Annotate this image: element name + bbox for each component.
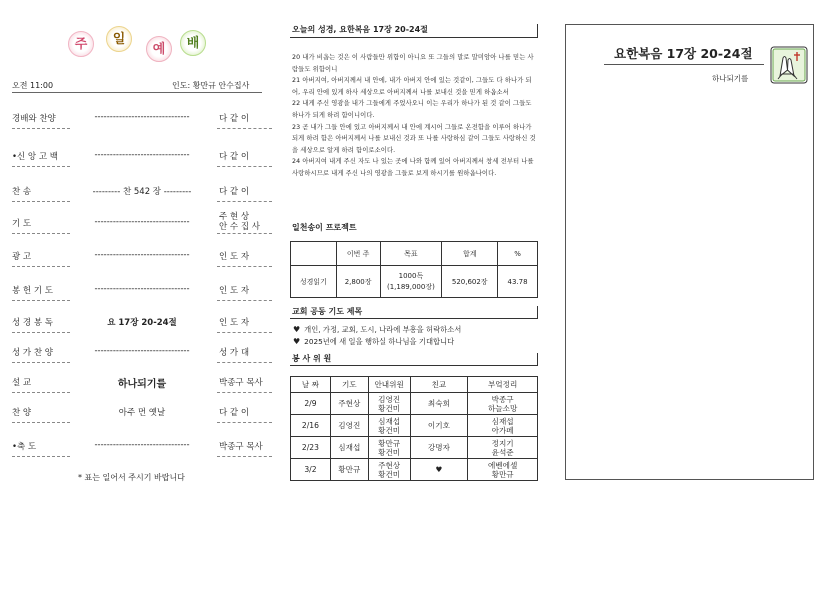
dashed-divider <box>12 456 70 457</box>
service-leader: 인도: 황만규 안수집사 <box>172 81 250 90</box>
order-item-name: 광 고 <box>12 252 32 262</box>
prayer-text: 2025년에 새 일을 행하실 하나님을 기대합니다 <box>304 337 455 346</box>
order-item-detail: ------------------------------- <box>94 346 190 356</box>
order-row <box>12 376 262 390</box>
table-cell: 2/23 <box>291 437 331 459</box>
dashed-divider <box>217 362 272 363</box>
order-item-name: 경배와 찬양 <box>12 114 56 124</box>
order-item-detail: ------------------------------- <box>94 112 190 122</box>
dashed-divider <box>12 128 70 129</box>
table-cell: 황만규 황건미 <box>368 437 410 459</box>
order-row <box>12 440 262 454</box>
table-cell: 43.78 <box>498 266 538 298</box>
dashed-divider <box>217 392 272 393</box>
divider <box>604 64 764 65</box>
dashed-divider <box>12 266 70 267</box>
dashed-divider <box>217 422 272 423</box>
order-row <box>12 150 262 164</box>
table-cell: 성경읽기 <box>291 266 337 298</box>
table-cell: 2/9 <box>291 393 331 415</box>
title-char: 배 <box>180 30 206 56</box>
order-item-leader: 주 현 상 안 수 집 사 <box>219 212 260 232</box>
order-item-detail: ------------------------------- <box>94 250 190 260</box>
table-cell: 에벤에셀 황만규 <box>468 459 538 481</box>
cover-subtitle: 하나되기를 <box>712 74 749 83</box>
table-row <box>291 415 538 437</box>
order-item-detail: 아주 먼 옛날 <box>118 408 166 418</box>
service-time: 오전 11:00 <box>12 81 54 90</box>
order-item-leader: 박종구 목사 <box>219 442 263 452</box>
title-char: 일 <box>106 26 132 52</box>
table-cell: 황만규 <box>330 459 368 481</box>
dashed-divider <box>12 233 70 234</box>
scripture-paragraphs: 20 내가 비옵는 것은 이 사람들만 위함이 아니요 또 그들의 말로 말미암아 나를 믿는 사람들도 위함이니 21 아버지여, 아버지께서 내 안에, 내가 아버지 안에 있는 것같이, 그들도 다 하나가 되어, 우리 안에 있게 하사 세상으로 아버지께서 나를 보내신 것을 믿게 하옵소서 22 내게 주신 영광을 내가 그들에게 주었사오니 이는 우리가 하나가 된 것 같이 그들도 하나가 되게 하려 함이니이다. 23 곧 내가 그들 안에 있고 아버지께서 내 안에 계시어 그들로 온전함을 이루어 하나가 되게 하려 함은 아버지께서 나를 보내신 것과 또 나를 사랑하심 같이 그들도 사랑하신 것을 세상으로 알게 하려 함이로소이다. 24 아버지여 내게 주신 자도 나 있는 곳에 나와 함께 있어 아버지께서 창세 전부터 나를 사랑하시므로 내게 주신 나의 영광을 그들로 보게 하시기를 원하옵나이다. <box>292 54 536 177</box>
table-cell: 이기호 <box>410 415 468 437</box>
order-item-detail: --------- 찬 542 장 --------- <box>92 187 192 197</box>
dashed-divider <box>12 362 70 363</box>
order-item-leader: 박종구 목사 <box>219 378 263 388</box>
prayer-text: 개인, 가정, 교회, 도시, 나라에 부흥을 허락하소서 <box>304 325 462 334</box>
order-item-name: •신 앙 고 백 <box>12 152 58 162</box>
dashed-divider <box>12 392 70 393</box>
order-item-name: 성 경 봉 독 <box>12 318 53 328</box>
order-row <box>12 112 262 126</box>
order-item-leader: 다 같 이 <box>219 408 250 418</box>
worship-title <box>68 26 218 66</box>
table-header: 부엌정리 <box>468 377 538 393</box>
order-item-name: 봉 헌 기 도 <box>12 286 53 296</box>
table-cell: 520,602장 <box>442 266 498 298</box>
table-header: % <box>498 242 538 266</box>
table-row <box>291 459 538 481</box>
cover-title: 요한복음 17장 20-24절 <box>614 46 753 61</box>
project-heading: 일천송이 프로젝트 <box>292 223 357 232</box>
table-cell: 강명자 <box>410 437 468 459</box>
table-cell: 심재섭 황건미 <box>368 415 410 437</box>
dashed-divider <box>217 332 272 333</box>
table-cell: ♥ <box>410 459 468 481</box>
title-char: 예 <box>146 36 172 62</box>
table-header: 친교 <box>410 377 468 393</box>
table-header: 날 짜 <box>291 377 331 393</box>
dashed-divider <box>217 456 272 457</box>
order-row <box>12 250 262 264</box>
order-item-leader: 인 도 자 <box>219 318 250 328</box>
dashed-divider <box>217 166 272 167</box>
table-cell: 심재섭 아가페 <box>468 415 538 437</box>
order-item-detail: ------------------------------- <box>94 150 190 160</box>
table-header: 합계 <box>442 242 498 266</box>
order-item-leader: 성 가 대 <box>219 348 250 358</box>
table-header: 목표 <box>380 242 442 266</box>
dashed-divider <box>217 266 272 267</box>
order-item-detail: ------------------------------- <box>94 284 190 294</box>
prayer-item <box>293 337 454 347</box>
table-header: 기도 <box>330 377 368 393</box>
table-cell: 주현상 <box>330 393 368 415</box>
heart-icon: ♥ <box>293 337 301 346</box>
order-item-detail: 요 17장 20-24절 <box>107 318 177 328</box>
order-item-detail: 하나되기를 <box>117 379 167 390</box>
praying-hands-icon <box>770 46 808 84</box>
scripture-text <box>292 52 538 180</box>
divider <box>12 92 262 93</box>
order-item-name: 기 도 <box>12 219 32 229</box>
order-item-leader: 다 같 이 <box>219 114 250 124</box>
table-row <box>291 393 538 415</box>
order-item-leader: 다 같 이 <box>219 152 250 162</box>
cover-panel <box>565 24 814 480</box>
order-item-name: 설 교 <box>12 378 32 388</box>
title-char: 주 <box>68 31 94 57</box>
order-row <box>12 346 262 360</box>
order-item-name: 찬 양 <box>12 408 32 418</box>
table-row <box>291 437 538 459</box>
servants-table <box>290 376 538 481</box>
dashed-divider <box>217 128 272 129</box>
table-cell: 정지기 윤석준 <box>468 437 538 459</box>
table-cell: 2,800장 <box>336 266 380 298</box>
order-row <box>12 185 262 199</box>
heart-icon: ♥ <box>293 325 301 334</box>
order-item-name: 성 가 찬 양 <box>12 348 53 358</box>
table-header: 이번 주 <box>336 242 380 266</box>
dashed-divider <box>12 300 70 301</box>
table-header <box>291 242 337 266</box>
table-cell: 김영진 황건미 <box>368 393 410 415</box>
order-item-leader: 인 도 자 <box>219 286 250 296</box>
table-cell: 김영진 <box>330 415 368 437</box>
dashed-divider <box>217 201 272 202</box>
prayer-heading: 교회 공동 기도 제목 <box>290 306 538 319</box>
table-cell: 심재섭 <box>330 437 368 459</box>
dashed-divider <box>12 166 70 167</box>
dashed-divider <box>217 300 272 301</box>
dashed-divider <box>12 332 70 333</box>
scripture-heading: 오늘의 성경, 요한복음 17장 20-24절 <box>290 24 538 38</box>
table-cell: 3/2 <box>291 459 331 481</box>
order-item-name: •축 도 <box>12 442 37 452</box>
dashed-divider <box>217 233 272 234</box>
table-cell: 주현상 황건미 <box>368 459 410 481</box>
dashed-divider <box>12 422 70 423</box>
order-item-leader: 다 같 이 <box>219 187 250 197</box>
order-row <box>12 316 262 330</box>
order-row <box>12 406 262 420</box>
servants-heading: 봉 사 위 원 <box>290 353 538 366</box>
order-row <box>12 212 262 232</box>
table-cell: 최숙희 <box>410 393 468 415</box>
table-header: 안내위원 <box>368 377 410 393</box>
table-cell: 박종구 하늘소망 <box>468 393 538 415</box>
prayer-item <box>293 325 461 335</box>
order-item-detail: ------------------------------- <box>94 217 190 227</box>
table-cell: 1000독 (1,189,000장) <box>380 266 442 298</box>
footnote: * 표는 일어서 주시기 바랍니다 <box>78 473 185 482</box>
table-cell: 2/16 <box>291 415 331 437</box>
order-item-name: 찬 송 <box>12 187 32 197</box>
order-row <box>12 284 262 298</box>
project-table <box>290 241 538 298</box>
order-item-detail: ------------------------------- <box>94 440 190 450</box>
dashed-divider <box>12 201 70 202</box>
order-item-leader: 인 도 자 <box>219 252 250 262</box>
